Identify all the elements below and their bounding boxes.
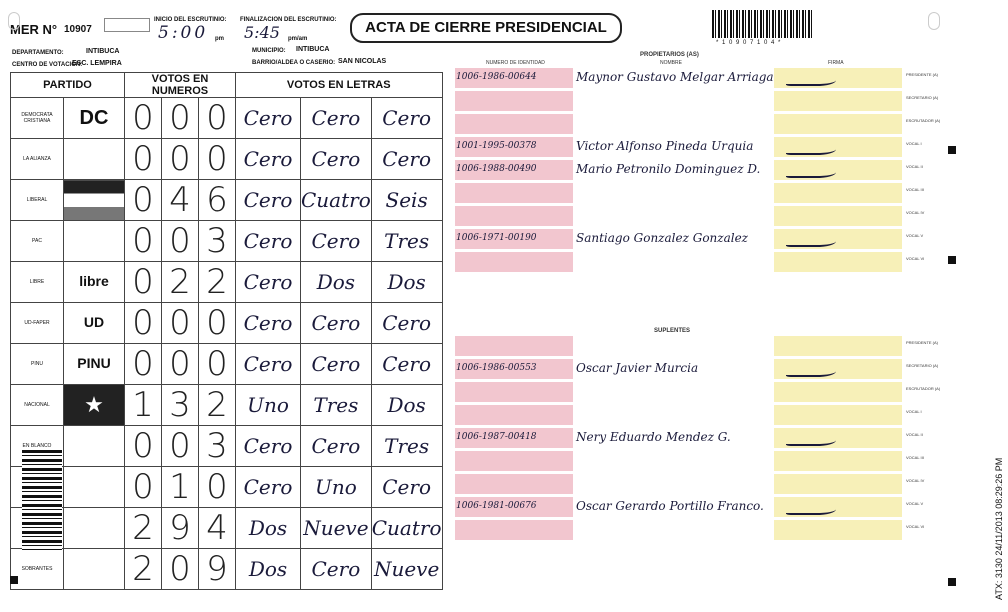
party-name: DEMOCRATA CRISTIANA <box>11 98 64 139</box>
party-logo <box>64 139 125 180</box>
party-logo <box>64 344 125 385</box>
role-label: VOCAL VI <box>906 256 925 261</box>
vote-digit: 0 <box>125 139 162 180</box>
signature-field <box>774 520 902 540</box>
vote-word: Cero <box>301 139 372 180</box>
member-name: Oscar Javier Murcia <box>576 361 699 375</box>
vote-word: Tres <box>371 426 442 467</box>
identity-field <box>455 382 573 402</box>
vote-digit: 3 <box>199 221 236 262</box>
member-name: Victor Alfonso Pineda Urquia <box>576 139 754 153</box>
vote-word: Cero <box>236 180 301 221</box>
signature <box>786 72 836 86</box>
signature <box>786 501 836 515</box>
identity-number: 1006-1987-00418 <box>456 432 537 442</box>
col-identidad: NUMERO DE IDENTIDAD <box>486 60 545 66</box>
identity-number: 1006-1971-00190 <box>456 233 537 243</box>
party-logo <box>64 98 125 139</box>
vote-word: Uno <box>301 467 372 508</box>
role-label: VOCAL IV <box>906 478 925 483</box>
vote-digit: 0 <box>162 426 199 467</box>
identity-number: 1006-1981-00676 <box>456 501 537 511</box>
identity-field <box>455 252 573 272</box>
vote-word: Nueve <box>301 508 372 549</box>
document-title: ACTA DE CIERRE PRESIDENCIAL <box>350 13 622 43</box>
vote-word: Dos <box>236 549 301 590</box>
member-name: Santiago Gonzalez Gonzalez <box>576 231 749 245</box>
vote-digit: 6 <box>199 180 236 221</box>
vote-word: Dos <box>371 385 442 426</box>
party-logo-text: PINU <box>77 355 111 371</box>
table-row <box>11 385 443 426</box>
table-row <box>11 508 443 549</box>
role-label: VOCAL V <box>906 233 924 238</box>
identity-field <box>455 451 573 471</box>
party-logo <box>64 385 125 426</box>
corner-mark <box>948 256 956 264</box>
side-barcode <box>22 450 62 550</box>
col-partido: PARTIDO <box>11 73 125 98</box>
identity-field <box>455 405 573 425</box>
vote-digit: 0 <box>125 303 162 344</box>
role-label: VOCAL II <box>906 164 923 169</box>
party-logo-text: DC <box>79 106 109 129</box>
role-label: VOCAL I <box>906 141 922 146</box>
vote-digit: 0 <box>199 344 236 385</box>
vote-word: Tres <box>301 385 372 426</box>
role-label: VOCAL II <box>906 432 923 437</box>
centro-value: ESC. LEMPIRA <box>72 60 122 67</box>
vote-digit: 0 <box>125 98 162 139</box>
vote-digit: 0 <box>162 303 199 344</box>
role-label: ESCRUTADOR (A) <box>906 118 941 123</box>
inicio-label: INICIO DEL ESCRUTINIO: <box>154 17 227 23</box>
vote-digit: 3 <box>162 385 199 426</box>
vote-digit: 2 <box>162 262 199 303</box>
vote-word: Cero <box>371 303 442 344</box>
vote-digit: 0 <box>162 344 199 385</box>
inicio-unit: pm <box>215 36 224 42</box>
table-row <box>11 303 443 344</box>
corner-mark <box>948 578 956 586</box>
vote-word: Cero <box>301 344 372 385</box>
signature-field <box>774 183 902 203</box>
signature-field <box>774 206 902 226</box>
logo-box <box>104 18 150 32</box>
signature <box>786 432 836 446</box>
table-row <box>11 139 443 180</box>
signature-field <box>774 252 902 272</box>
role-label: SECRETARIO (A) <box>906 363 939 368</box>
party-name: EN BLANCO <box>11 426 64 467</box>
party-logo <box>64 303 125 344</box>
vote-digit: 0 <box>162 139 199 180</box>
vote-word: Cero <box>301 549 372 590</box>
vote-digit: 2 <box>125 549 162 590</box>
signature-field <box>774 114 902 134</box>
signature <box>786 141 836 155</box>
vote-digit: 0 <box>125 467 162 508</box>
municipio-label: MUNICIPIO: <box>252 48 286 54</box>
party-logo <box>64 549 125 590</box>
party-logo <box>64 508 125 549</box>
punch-hole <box>928 12 940 30</box>
corner-mark <box>10 576 18 584</box>
signature <box>786 233 836 247</box>
signature-field <box>774 451 902 471</box>
vote-digit: 1 <box>125 385 162 426</box>
signature-field <box>774 336 902 356</box>
party-logo-text: libre <box>79 273 109 289</box>
propietarios-label: PROPIETARIOS (AS) <box>640 52 699 58</box>
vote-word: Seis <box>371 180 442 221</box>
vote-digit: 1 <box>162 467 199 508</box>
vote-digit: 0 <box>199 303 236 344</box>
vote-digit: 0 <box>162 98 199 139</box>
vote-digit: 0 <box>199 98 236 139</box>
vote-word: Nueve <box>371 549 442 590</box>
vote-word: Cero <box>236 426 301 467</box>
col-firma: FIRMA <box>828 60 844 66</box>
vote-digit: 0 <box>125 344 162 385</box>
vote-word: Dos <box>236 508 301 549</box>
vote-word: Cero <box>236 303 301 344</box>
mer-label: MER N° <box>10 22 58 37</box>
signature-field <box>774 405 902 425</box>
party-name: LIBRE <box>11 262 64 303</box>
role-label: VOCAL VI <box>906 524 925 529</box>
role-label: VOCAL V <box>906 501 924 506</box>
party-name: PAC <box>11 221 64 262</box>
vote-digit: 2 <box>199 385 236 426</box>
member-name: Nery Eduardo Mendez G. <box>576 430 731 444</box>
table-row <box>11 221 443 262</box>
vote-digit: 0 <box>162 549 199 590</box>
party-logo <box>64 221 125 262</box>
table-row <box>11 262 443 303</box>
inicio-time: 5:00 <box>158 23 209 43</box>
party-logo <box>64 180 125 221</box>
vote-word: Dos <box>371 262 442 303</box>
party-name: LA ALIANZA <box>11 139 64 180</box>
vote-word: Cero <box>371 139 442 180</box>
vote-digit: 0 <box>199 467 236 508</box>
role-label: VOCAL III <box>906 187 924 192</box>
party-name: SOBRANTES <box>11 549 64 590</box>
identity-field <box>455 91 573 111</box>
barrio-value: SAN NICOLAS <box>338 58 387 65</box>
table-row <box>11 549 443 590</box>
identity-field <box>455 206 573 226</box>
table-row <box>11 180 443 221</box>
centro-label: CENTRO DE VOTACION: <box>12 62 83 68</box>
identity-field <box>455 474 573 494</box>
party-logo <box>64 262 125 303</box>
col-votos-letras: VOTOS EN LETRAS <box>236 73 443 98</box>
party-logo-text: UD <box>83 314 105 330</box>
identity-number: 1006-1988-00490 <box>456 164 537 174</box>
party-logo <box>64 467 125 508</box>
vote-word: Tres <box>371 221 442 262</box>
departamento-label: DEPARTAMENTO: <box>12 50 64 56</box>
fin-label: FINALIZACION DEL ESCRUTINIO: <box>240 17 337 23</box>
signature-field <box>774 382 902 402</box>
role-label: VOCAL I <box>906 409 922 414</box>
vote-digit: 0 <box>199 139 236 180</box>
vote-word: Cero <box>236 262 301 303</box>
identity-field <box>455 520 573 540</box>
role-label: VOCAL III <box>906 455 924 460</box>
fin-unit: pm/am <box>288 36 308 42</box>
table-row <box>11 467 443 508</box>
identity-number: 1006-1986-00644 <box>456 72 537 82</box>
party-name: UD-FAPER <box>11 303 64 344</box>
fin-time: 5:45 <box>244 23 280 42</box>
vote-word: Cuatro <box>371 508 442 549</box>
vote-digit: 3 <box>199 426 236 467</box>
signature-field <box>774 474 902 494</box>
identity-field <box>455 183 573 203</box>
star-icon: ★ <box>84 392 104 417</box>
vote-word: Cero <box>301 426 372 467</box>
punch-hole <box>8 12 20 30</box>
vote-word: Uno <box>236 385 301 426</box>
vote-word: Cero <box>236 344 301 385</box>
vote-digit: 4 <box>162 180 199 221</box>
vote-digit: 0 <box>125 180 162 221</box>
role-label: PRESIDENTE (A) <box>906 340 939 345</box>
vote-digit: 0 <box>125 426 162 467</box>
party-name: LIBERAL <box>11 180 64 221</box>
party-name: NACIONAL <box>11 385 64 426</box>
signature <box>786 363 836 377</box>
vote-digit: 4 <box>199 508 236 549</box>
vote-word: Cero <box>371 467 442 508</box>
side-timestamp: ATX: 3130 24/11/2013 08:29:26 PM <box>994 457 1004 600</box>
vote-word: Dos <box>301 262 372 303</box>
signature <box>786 164 836 178</box>
identity-number: 1006-1986-00553 <box>456 363 537 373</box>
table-row <box>11 344 443 385</box>
barcode <box>712 10 812 38</box>
mer-number: 10907 <box>64 24 92 35</box>
party-logo <box>64 426 125 467</box>
votes-table <box>10 72 443 590</box>
col-votos-numeros: VOTOS EN NUMEROS <box>125 73 236 98</box>
vote-digit: 2 <box>125 508 162 549</box>
identity-number: 1001-1995-00378 <box>456 141 537 151</box>
vote-word: Cero <box>236 221 301 262</box>
barrio-label: BARRIO/ALDEA O CASERIO: <box>252 60 336 66</box>
role-label: ESCRUTADOR (A) <box>906 386 941 391</box>
vote-digit: 2 <box>199 262 236 303</box>
table-row <box>11 426 443 467</box>
vote-word: Cero <box>236 467 301 508</box>
municipio-value: INTIBUCA <box>296 46 330 53</box>
vote-digit: 0 <box>162 221 199 262</box>
role-label: PRESIDENTE (A) <box>906 72 939 77</box>
identity-field <box>455 336 573 356</box>
barcode-number: * 1 0 9 0 7 1 0 4 * <box>716 40 782 46</box>
vote-word: Cero <box>301 98 372 139</box>
role-label: VOCAL IV <box>906 210 925 215</box>
col-nombre: NOMBRE <box>660 60 682 66</box>
vote-word: Cuatro <box>301 180 372 221</box>
member-name: Oscar Gerardo Portillo Franco. <box>576 499 764 513</box>
vote-digit: 0 <box>125 262 162 303</box>
vote-word: Cero <box>301 303 372 344</box>
vote-word: Cero <box>236 98 301 139</box>
member-name: Maynor Gustavo Melgar Arriaga <box>576 70 774 84</box>
vote-digit: 9 <box>199 549 236 590</box>
vote-word: Cero <box>371 344 442 385</box>
identity-field <box>455 114 573 134</box>
vote-word: Cero <box>236 139 301 180</box>
vote-word: Cero <box>301 221 372 262</box>
signature-field <box>774 91 902 111</box>
table-row <box>11 98 443 139</box>
corner-mark <box>948 146 956 154</box>
member-name: Mario Petronilo Dominguez D. <box>576 162 761 176</box>
role-label: SECRETARIO (A) <box>906 95 939 100</box>
party-name: PINU <box>11 344 64 385</box>
suplentes-label: SUPLENTES <box>654 328 691 334</box>
vote-digit: 9 <box>162 508 199 549</box>
vote-word: Cero <box>371 98 442 139</box>
departamento-value: INTIBUCA <box>86 48 120 55</box>
vote-digit: 0 <box>125 221 162 262</box>
